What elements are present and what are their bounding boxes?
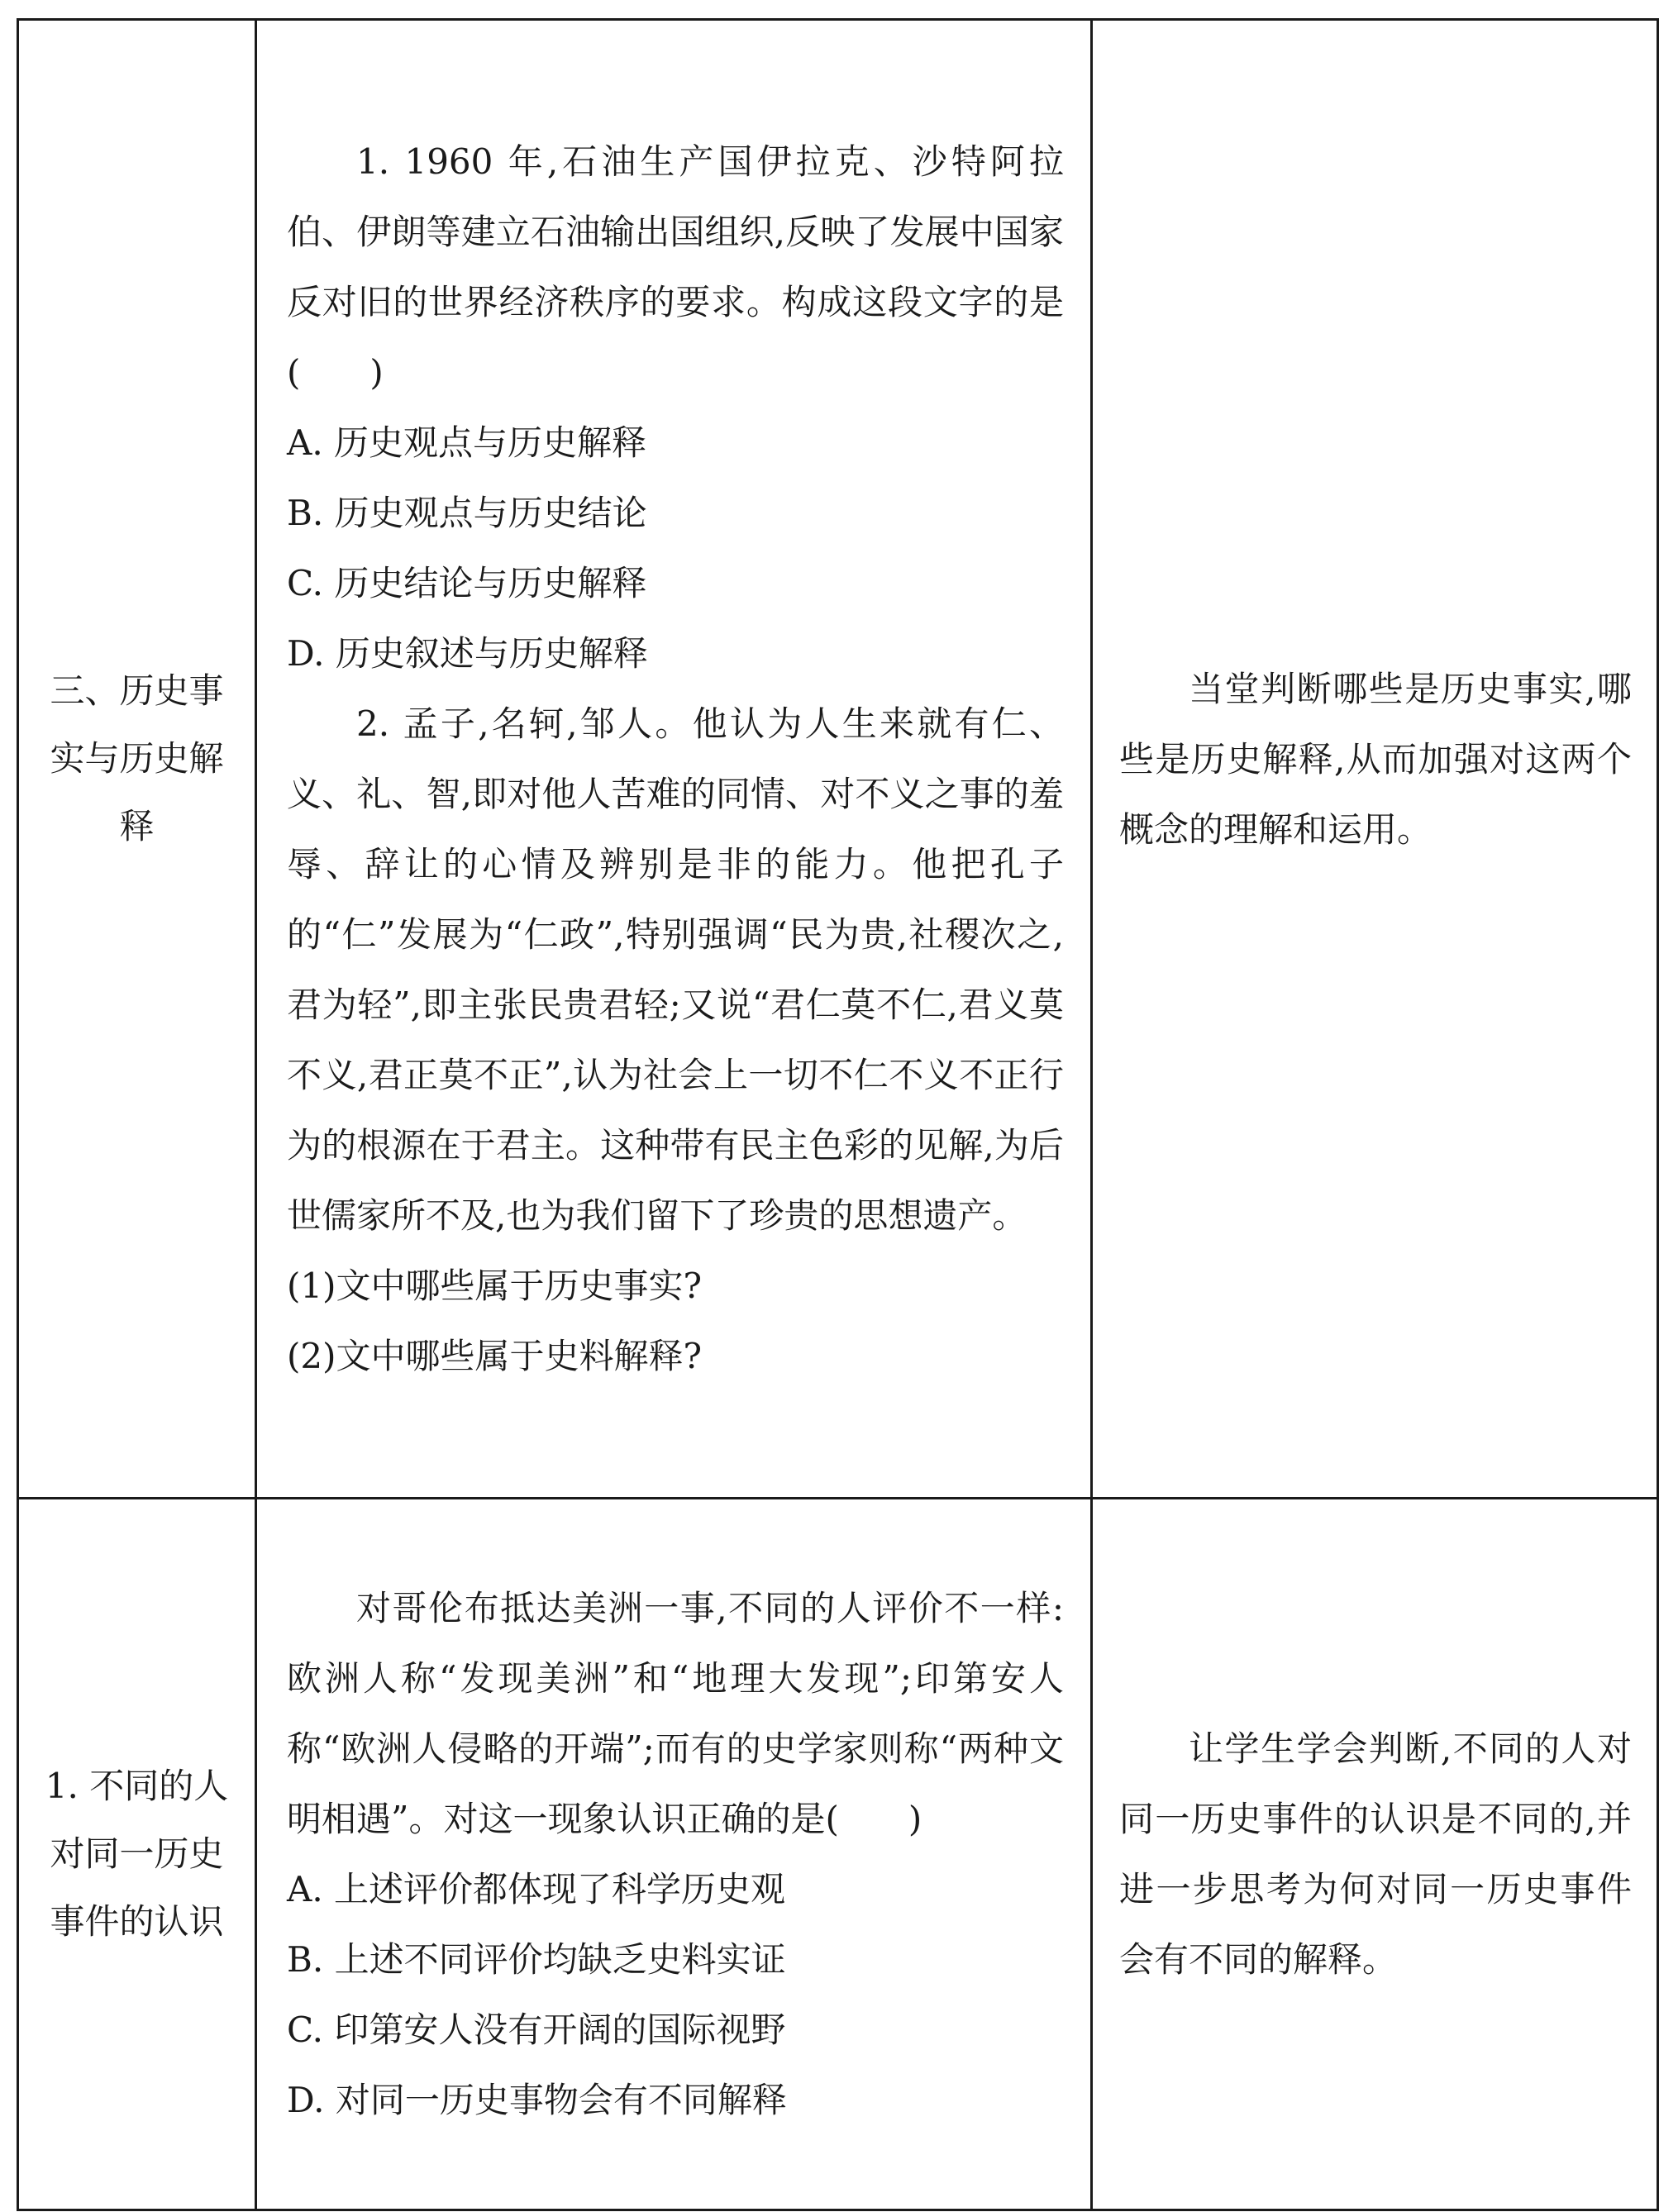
question-option-a: A. 上述评价都体现了科学历史观 <box>287 1869 786 1909</box>
content-cell <box>256 20 1092 1499</box>
question-1-option-c: C. 历史结论与历史解释 <box>287 563 647 603</box>
question-1-option-d: D. 历史叙述与历史解释 <box>287 633 648 674</box>
topic-cell <box>18 20 256 1499</box>
question-2-sub-1: (1)文中哪些属于历史事实? <box>287 1266 703 1306</box>
intent-cell <box>1092 1499 1658 2210</box>
question-1-stem: 1. 1960 年,石油生产国伊拉克、沙特阿拉伯、伊朗等建立石油输出国组织,反映了发展中国家反对旧的世界经济秩序的要求。构成这段文字的是( ) <box>287 141 1064 393</box>
question-option-c: C. 印第安人没有开阔的国际视野 <box>287 2009 786 2050</box>
topic-label: 三、历史事实与历史解释 <box>50 670 224 846</box>
question-option-d: D. 对同一历史事物会有不同解释 <box>287 2080 787 2120</box>
table-row <box>18 20 1658 1499</box>
lesson-table <box>17 18 1659 2211</box>
topic-cell <box>18 1499 256 2210</box>
table-row <box>18 1499 1658 2210</box>
question-2-sub-2: (2)文中哪些属于史料解释? <box>287 1336 703 1376</box>
content-cell <box>256 1499 1092 2210</box>
question-1-option-a: A. 历史观点与历史解释 <box>287 422 647 463</box>
question-option-b: B. 上述不同评价均缺乏史料实证 <box>287 1939 786 1980</box>
topic-label: 1. 不同的人对同一历史事件的认识 <box>45 1766 229 1942</box>
question-stem: 对哥伦布抵达美洲一事,不同的人评价不一样:欧洲人称“发现美洲”和“地理大发现”;印第安人称“欧洲人侵略的开端”;而有的史学家则称“两种文明相遇”。对这一现象认识正确的是( ) <box>287 1588 1064 1839</box>
question-2-stem: 2. 孟子,名轲,邹人。他认为人生来就有仁、义、礼、智,即对他人苦难的同情、对不义之事的羞辱、辞让的心情及辨别是非的能力。他把孔子的“仁”发展为“仁政”,特别强调“民为贵,社稷次之,君为轻”,即主张民贵君轻;又说“君仁莫不仁,君义莫不义,君正莫不正”,认为社会上一切不仁不义不正行为的根源在于君主。这种带有民主色彩的见解,为后世儒家所不及,也为我们留下了珍贵的思想遗产。 <box>287 703 1064 1236</box>
question-1-option-b: B. 历史观点与历史结论 <box>287 493 647 533</box>
intent-text: 当堂判断哪些是历史事实,哪些是历史解释,从而加强对这两个概念的理解和运用。 <box>1119 668 1632 850</box>
intent-text: 让学生学会判断,不同的人对同一历史事件的认识是不同的,并进一步思考为何对同一历史事件会有不同的解释。 <box>1119 1728 1632 1980</box>
intent-cell <box>1092 20 1658 1499</box>
